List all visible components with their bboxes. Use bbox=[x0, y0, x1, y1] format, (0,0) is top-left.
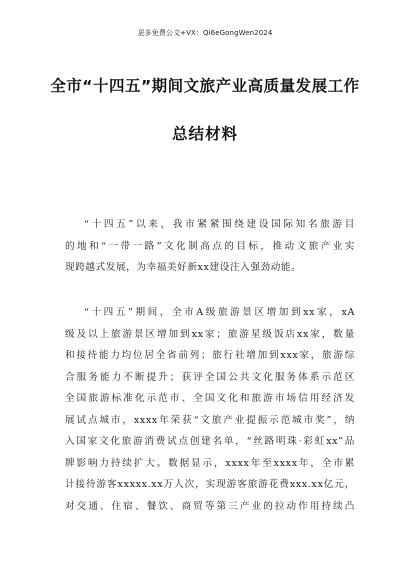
paragraph-intro bbox=[65, 214, 355, 279]
paragraph-line: 全国旅游标准化示范市、全国文化和旅游市场信用经济发 bbox=[65, 393, 355, 404]
paragraph-achievements bbox=[65, 302, 355, 517]
paragraph-line: 对交通、住宿、餐饮、商贸等第三产业的拉动作用持续凸 bbox=[65, 500, 355, 512]
paragraph-line: 级及以上旅游景区增加到xx家；旅游星级饭店xx家，数量 bbox=[65, 328, 355, 340]
paragraph-line: 现跨越式发展，为幸福美好新xx建设注入强劲动能。 bbox=[65, 262, 302, 273]
paragraph-line: “十四五”以来，我市紧紧围绕建设国际知名旅游目 bbox=[84, 219, 355, 230]
paragraph-line: 展试点城市，xxxx年荣获“文旅产业提振示范城市奖”，纳 bbox=[65, 414, 355, 426]
document-subtitle: 总结材料 bbox=[171, 125, 238, 143]
paragraph-line: 合服务能力不断提升；获评全国公共文化服务体系示范区 bbox=[65, 371, 355, 383]
paragraph-line: 牌影响力持续扩大。数据显示，xxxx年至xxxx年，全市累 bbox=[65, 457, 355, 469]
header-note: 更多免费公文+VX：Qi6eGongWen2024 bbox=[137, 29, 273, 37]
document-title: 全市“十四五”期间文旅产业高质量发展工作 bbox=[50, 77, 360, 95]
paragraph-line: 和接待能力均位居全省前列；旅行社增加到xxx家，旅游综 bbox=[65, 350, 355, 361]
paragraph-line: 计接待游客xxxxx.xx万人次，实现游客旅游花费xxx.xx亿元， bbox=[65, 479, 355, 490]
paragraph-line: 入国家文化旅游消费试点创建名单，“丝路明珠·彩虹xx”品 bbox=[65, 436, 355, 447]
paragraph-line: 的地和“一带一路”文化制高点的目标，推动文旅产业实 bbox=[65, 240, 355, 252]
paragraph-line: “十四五”期间，全市A级旅游景区增加到xx家，xA bbox=[84, 307, 355, 318]
